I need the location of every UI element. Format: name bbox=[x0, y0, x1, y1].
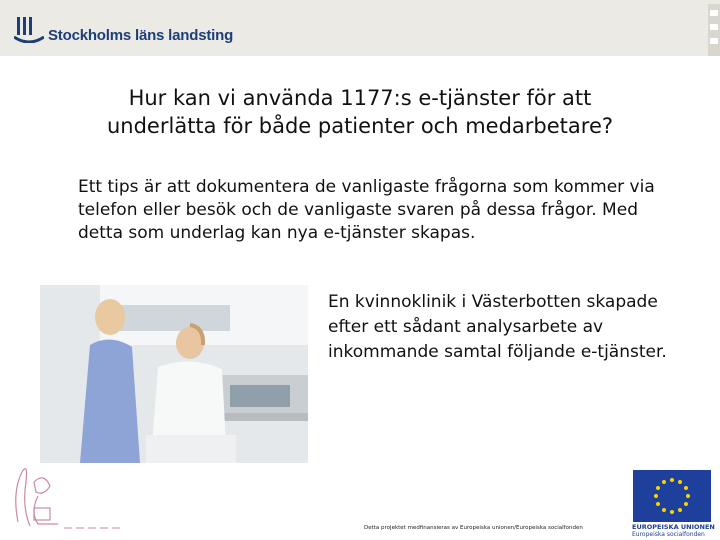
org-name: Stockholms läns landsting bbox=[48, 27, 234, 44]
eu-flag-icon bbox=[633, 470, 711, 522]
eu-fund-label: Europeiska socialfonden bbox=[632, 531, 705, 538]
clinic-paragraph: En kvinnoklinik i Västerbotten skapade efter ett sådant analysarbete av inkommande samtal följande e-tjänster. bbox=[328, 292, 667, 362]
header-bar bbox=[0, 0, 720, 56]
eu-label: EUROPEISKA UNIONEN bbox=[632, 523, 715, 531]
sll-logo-icon bbox=[14, 17, 44, 43]
title-line-1: Hur kan vi använda 1177:s e-tjänster för att bbox=[128, 86, 592, 110]
slide-title bbox=[40, 84, 680, 140]
ornament-icon bbox=[708, 4, 720, 56]
intro-paragraph: Ett tips är att dokumentera de vanligaste frågorna som kommer via telefon eller besök och de vanligaste svaren på dessa frågor. Med detta som underlag kan nya e-tjänster skapas. bbox=[78, 177, 655, 243]
e-halsa-sketch bbox=[4, 452, 122, 536]
funding-note: Detta projektet medfinansieras av Europeiska unionen/Europeiska socialfonden bbox=[364, 525, 583, 531]
title-line-2: underlätta för både patienter och medarbetare? bbox=[106, 114, 614, 138]
nurse-photo bbox=[40, 285, 308, 463]
